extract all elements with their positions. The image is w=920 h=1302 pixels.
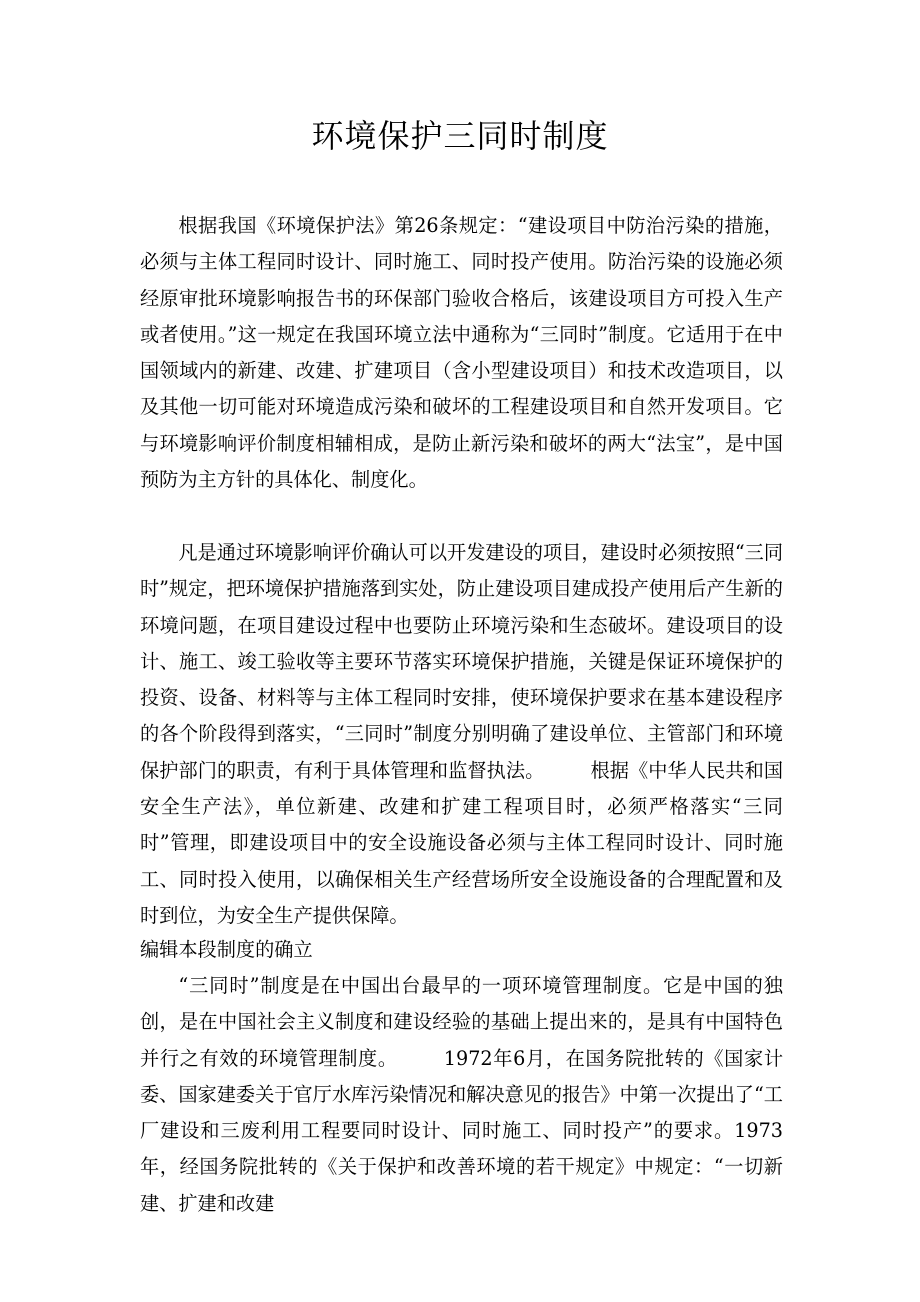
document-title: 环境保护三同时制度 <box>311 117 609 155</box>
paragraph-2 <box>140 535 783 934</box>
paragraph-2-part-1: 凡是通过环境影响评价确认可以开发建设的项目，建设时必须按照“三同时”规定，把环境保护措施落到实处，防止建设项目建成投产使用后产生新的环境问题，在项目建设过程中也要防止环境污染和生态破坏。建设项目的设计、施工、竣工验收等主要环节落实环境保护措施，关键是保证环境保护的投资、设备、材料等与主体工程同时安排，使环境保护要求在基本建设程序的各个阶段得到落实，“三同时”制度分别明确了建设单位、主管部门和环境保护部门的职责，有利于具体管理和监督执法。 <box>140 541 784 782</box>
paragraph-3-part-1: “三同时”制度是在中国出台最早的一项环境管理制度。它是中国的独创，是在中国社会主义制度和建设经验的基础上提出来的，是具有中国特色并行之有效的环境管理制度。 <box>140 974 783 1070</box>
paragraph-3-part-2: 1972年6月，在国务院批转的《国家计委、国家建委关于官厅水库污染情况和解决意见的报告》中第一次提出了“工厂建设和三废利用工程要同时设计、同时施工、同时投产”的要求。1973年，经国务院批转的《关于保护和改善环境的若干规定》中规定：“一切新建、扩建和改建 <box>140 1046 784 1215</box>
paragraph-2-part-2: 根据《中华人民共和国安全生产法》，单位新建、改建和扩建工程项目时，必须严格落实“三同时”管理，即建设项目中的安全设施设备必须与主体工程同时设计、同时施工、同时投入使用，以确保相关生产经营场所安全设施设备的合理配置和及时到位，为安全生产提供保障。 <box>140 758 784 927</box>
section-heading: 编辑本段制度的确立 <box>140 938 313 961</box>
paragraph-1: 根据我国《环境保护法》第26条规定：“建设项目中防治污染的措施，必须与主体工程同时设计、同时施工、同时投产使用。防治污染的设施必须经原审批环境影响报告书的环保部门验收合格后，该建设项目方可投入生产或者使用。”这一规定在我国环境立法中通称为“三同时”制度。它适用于在中国领域内的新建、改建、扩建项目（含小型建设项目）和技术改造项目，以及其他一切可能对环境造成污染和破坏的工程建设项目和自然开发项目。它与环境影响评价制度相辅相成，是防止新污染和破坏的两大“法宝”，是中国预防为主方针的具体化、制度化。 <box>140 214 783 492</box>
paragraph-3 <box>140 968 783 1222</box>
